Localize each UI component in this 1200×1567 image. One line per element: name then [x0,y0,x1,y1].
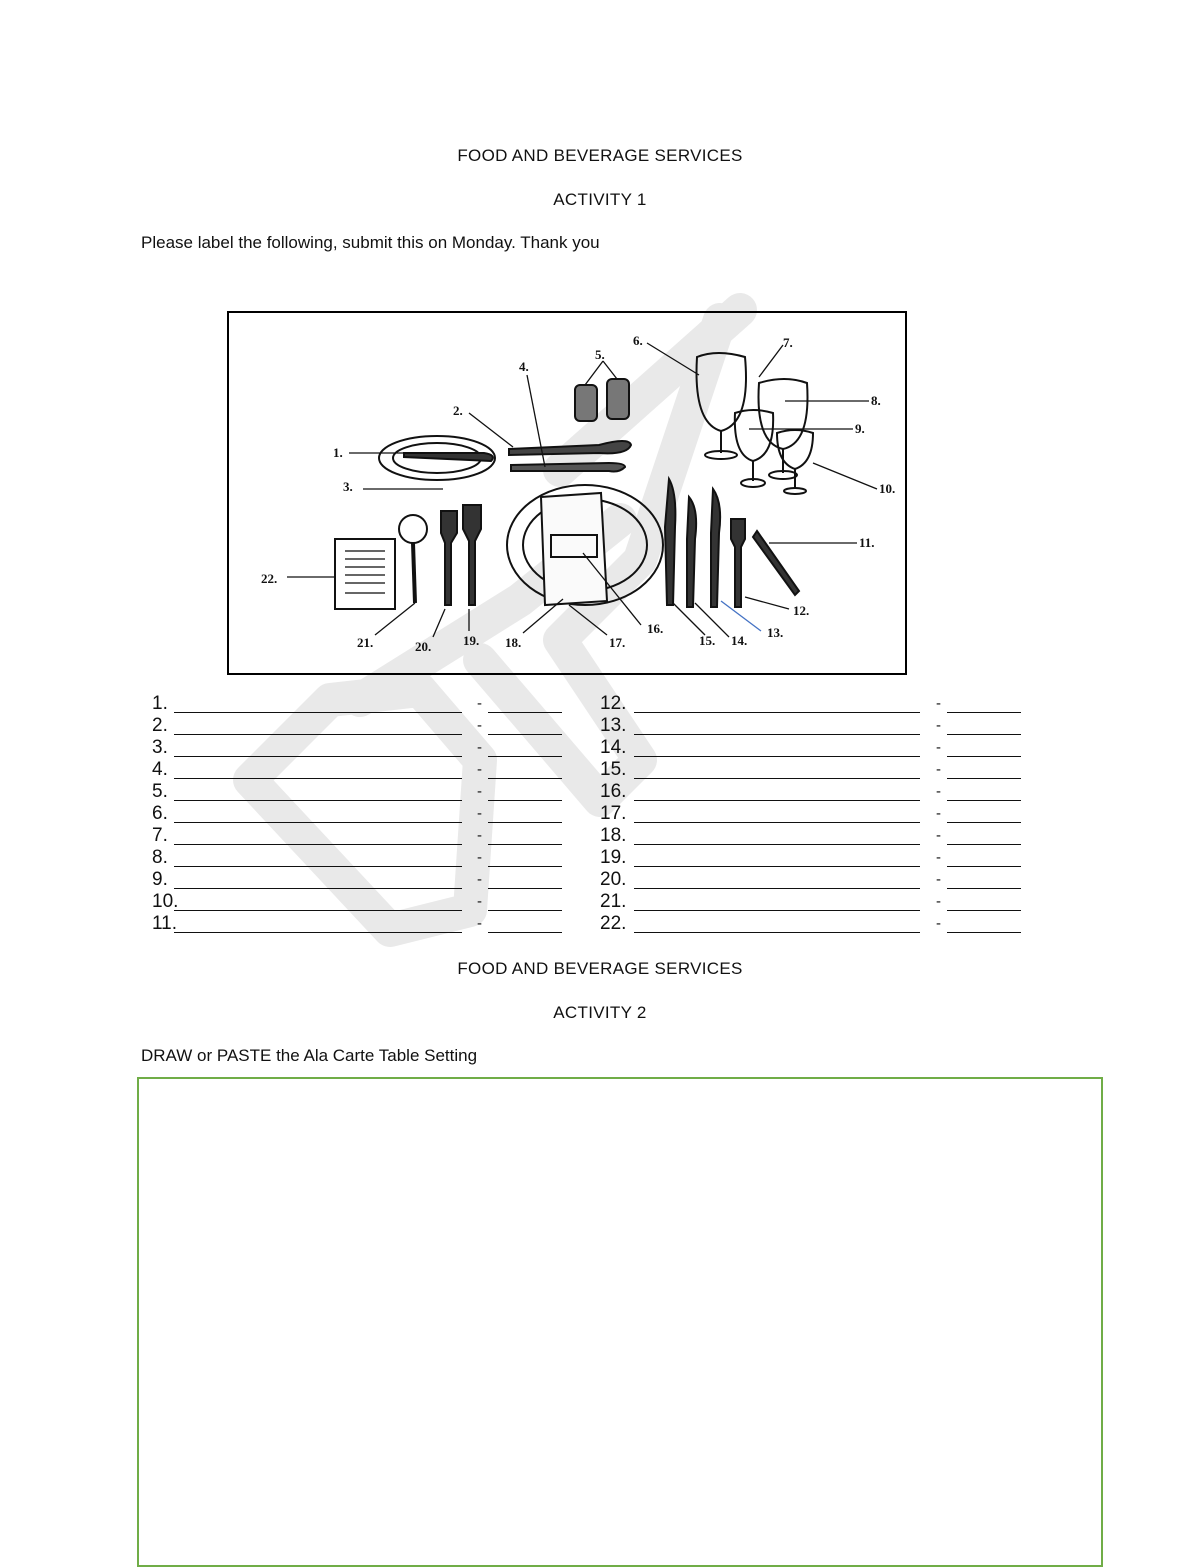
butter-spreader [711,489,720,607]
answer-use-blank[interactable] [947,712,1021,713]
callout-3: 3. [343,479,353,494]
callout-2: 2. [453,403,463,418]
answer-use-blank[interactable] [947,734,1021,735]
answer-separator: - [477,783,482,800]
dessert-spoon [509,441,631,455]
table-setting-illustration [229,313,905,673]
callout-10: 10. [879,481,896,496]
subject-heading-1: FOOD AND BEVERAGE SERVICES [457,146,743,165]
callout-11: 11. [859,535,875,550]
answer-use-blank[interactable] [488,910,562,911]
callout-7: 7. [783,335,793,350]
answer-name-blank[interactable] [634,800,920,801]
answer-name-blank[interactable] [634,888,920,889]
answer-separator: - [936,761,941,778]
answer-separator: - [936,849,941,866]
callout-17: 17. [609,635,626,650]
answer-number: 22. [600,913,627,934]
answer-separator: - [477,893,482,910]
answer-name-blank[interactable] [174,844,462,845]
answer-number: 7. [152,825,168,846]
answer-separator: - [477,761,482,778]
callout-4: 4. [519,359,529,374]
answer-use-blank[interactable] [947,800,1021,801]
callout-16: 16. [647,621,664,636]
answer-separator: - [477,849,482,866]
fish-fork [441,511,457,605]
activity-1-title: ACTIVITY 1 [553,190,647,209]
soup-spoon [413,543,415,603]
answer-separator: - [936,827,941,844]
answer-name-blank[interactable] [174,866,462,867]
fish-knife [687,497,696,607]
menu-card [335,539,395,609]
callout-13: 13. [767,625,784,640]
answer-use-blank[interactable] [488,822,562,823]
answer-use-blank[interactable] [488,866,562,867]
answer-name-blank[interactable] [634,778,920,779]
dinner-fork [463,505,481,605]
answer-use-blank[interactable] [488,734,562,735]
salt-shaker [575,385,597,421]
answer-use-blank[interactable] [947,844,1021,845]
callout-12: 12. [793,603,810,618]
answer-number: 10. [152,891,179,912]
answer-separator: - [936,805,941,822]
answer-use-blank[interactable] [947,910,1021,911]
activity-2-instruction: DRAW or PASTE the Ala Carte Table Setting [141,1046,478,1065]
answer-separator: - [936,893,941,910]
answer-separator: - [936,871,941,888]
answer-name-blank[interactable] [174,932,462,933]
answer-number: 3. [152,737,168,758]
dessert-fork [511,463,625,472]
callout-6: 6. [633,333,643,348]
callout-19: 19. [463,633,480,648]
answer-number: 11. [152,913,178,934]
answer-separator: - [936,783,941,800]
answer-number: 18. [600,825,627,846]
answer-separator: - [477,871,482,888]
callout-5: 5. [595,347,605,362]
callout-21: 21. [357,635,374,650]
answer-separator: - [477,915,482,932]
answer-use-blank[interactable] [947,932,1021,933]
callout-20: 20. [415,639,432,654]
answer-use-blank[interactable] [947,866,1021,867]
answer-name-blank[interactable] [634,866,920,867]
callout-8: 8. [871,393,881,408]
water-goblet [697,353,747,431]
answer-name-blank[interactable] [634,734,920,735]
answer-separator: - [936,695,941,712]
answer-number: 1. [152,693,168,714]
answer-name-blank[interactable] [634,910,920,911]
callout-15: 15. [699,633,716,648]
callout-22: 22. [261,571,278,586]
answer-number: 9. [152,869,168,890]
answer-number: 20. [600,869,627,890]
answer-name-blank[interactable] [634,932,920,933]
answer-number: 14. [600,737,627,758]
answer-name-blank[interactable] [174,778,462,779]
answer-use-blank[interactable] [947,756,1021,757]
answer-name-blank[interactable] [634,712,920,713]
answer-number: 15. [600,759,627,780]
answer-name-blank[interactable] [174,800,462,801]
butter-knife [404,453,493,461]
answer-separator: - [936,739,941,756]
table-setting-figure [227,311,907,675]
answer-separator: - [477,695,482,712]
white-wine-glass [735,410,773,461]
answer-number: 5. [152,781,168,802]
answer-separator: - [477,717,482,734]
answer-use-blank[interactable] [488,844,562,845]
answer-use-blank[interactable] [488,888,562,889]
answer-separator: - [936,717,941,734]
answer-number: 21. [600,891,627,912]
callout-1: 1. [333,445,343,460]
callout-9: 9. [855,421,865,436]
answer-use-blank[interactable] [488,756,562,757]
answer-number: 2. [152,715,168,736]
answer-use-blank[interactable] [488,778,562,779]
red-wine-glass [759,379,808,449]
pepper-shaker [607,379,629,419]
callout-14: 14. [731,633,748,648]
answer-separator: - [477,827,482,844]
soup-spoon-bowl [399,515,427,543]
answer-use-blank[interactable] [947,778,1021,779]
answer-name-blank[interactable] [174,888,462,889]
answer-name-blank[interactable] [174,712,462,713]
answer-name-blank[interactable] [174,822,462,823]
answer-name-blank[interactable] [174,910,462,911]
answer-use-blank[interactable] [488,712,562,713]
answer-name-blank[interactable] [174,734,462,735]
answer-number: 8. [152,847,168,868]
answer-separator: - [477,805,482,822]
activity-1-instruction: Please label the following, submit this on Monday. Thank you [141,233,600,252]
answer-use-blank[interactable] [488,932,562,933]
answer-number: 16. [600,781,627,802]
answer-separator: - [477,739,482,756]
activity-2-title: ACTIVITY 2 [553,1003,647,1022]
answer-number: 13. [600,715,627,736]
callout-18: 18. [505,635,522,650]
answer-number: 17. [600,803,627,824]
answer-name-blank[interactable] [634,756,920,757]
dinner-knife [665,479,675,605]
oyster-fork [731,519,745,607]
answer-number: 12. [600,693,627,714]
answer-name-blank[interactable] [634,844,920,845]
answer-number: 4. [152,759,168,780]
answer-name-blank[interactable] [174,756,462,757]
answer-use-blank[interactable] [488,800,562,801]
answer-use-blank[interactable] [947,888,1021,889]
drawing-area[interactable] [137,1077,1103,1567]
subject-heading-2: FOOD AND BEVERAGE SERVICES [457,959,743,978]
answer-number: 6. [152,803,168,824]
answer-use-blank[interactable] [947,822,1021,823]
answer-separator: - [936,915,941,932]
answer-number: 19. [600,847,627,868]
cocktail-fork [753,531,799,595]
answer-name-blank[interactable] [634,822,920,823]
